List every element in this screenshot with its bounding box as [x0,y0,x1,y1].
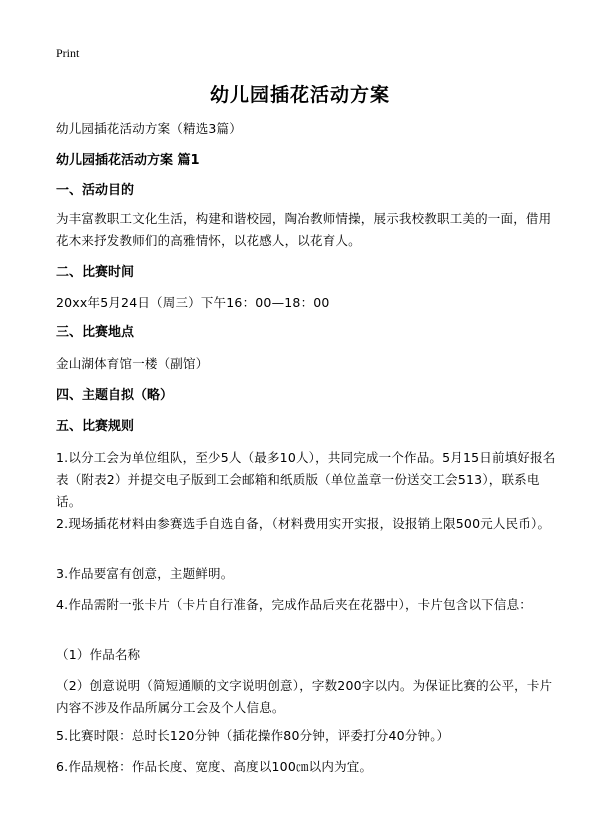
time-paragraph: 20xx年5月24日（周三）下午16：00—18：00 [56,295,330,310]
rule-4-paragraph: 4.作品需附一张卡片（卡片自行准备，完成作品后夹在花器中），卡片包含以下信息： [56,597,532,612]
document-title: 幼儿园插花活动方案 [209,84,390,106]
rule-2-paragraph: 2.现场插花材料由参赛选手自选自备，（材料费用实开实报，设报销上限500元人民币）。 [56,516,551,531]
theme-heading: 四、主题自拟（略） [56,388,174,403]
section-title: 幼儿园插花活动方案 篇1 [56,153,200,168]
print-link[interactable]: Print [56,46,80,60]
place-heading: 三、比赛地点 [56,325,135,340]
rule-4-item-1: （1）作品名称 [56,647,141,662]
rule-4-item-2: （2）创意说明（简短通顺的文字说明创意），字数200字以内。为保证比赛的公平，卡片内容不涉及作品所属分工会及个人信息。 [56,678,553,715]
document-subtitle: 幼儿园插花活动方案（精选3篇） [56,121,242,136]
rules-heading: 五、比赛规则 [56,419,135,434]
rule-5-paragraph: 5.比赛时限：总时长120分钟（插花操作80分钟，评委打分40分钟。） [56,728,450,743]
rule-1-paragraph: 1.以分工会为单位组队，至少5人（最多10人），共同完成一个作品。5月15日前填好报名表（附表2）并提交电子版到工会邮箱和纸质版（单位盖章一份送交工会513），联系电话。 [56,450,556,509]
time-heading: 二、比赛时间 [56,265,135,280]
goal-paragraph: 为丰富教职工文化生活，构建和谐校园，陶冶教师情操，展示我校教职工美的一面，借用花木来抒发教师们的高雅情怀，以花感人，以花育人。 [56,211,552,248]
rule-3-paragraph: 3.作品要富有创意，主题鲜明。 [56,566,234,581]
place-paragraph: 金山湖体育馆一楼（副馆） [56,356,209,371]
goal-heading: 一、活动目的 [56,183,135,198]
rule-6-paragraph: 6.作品规格：作品长度、宽度、高度以100㎝以内为宜。 [56,759,373,774]
